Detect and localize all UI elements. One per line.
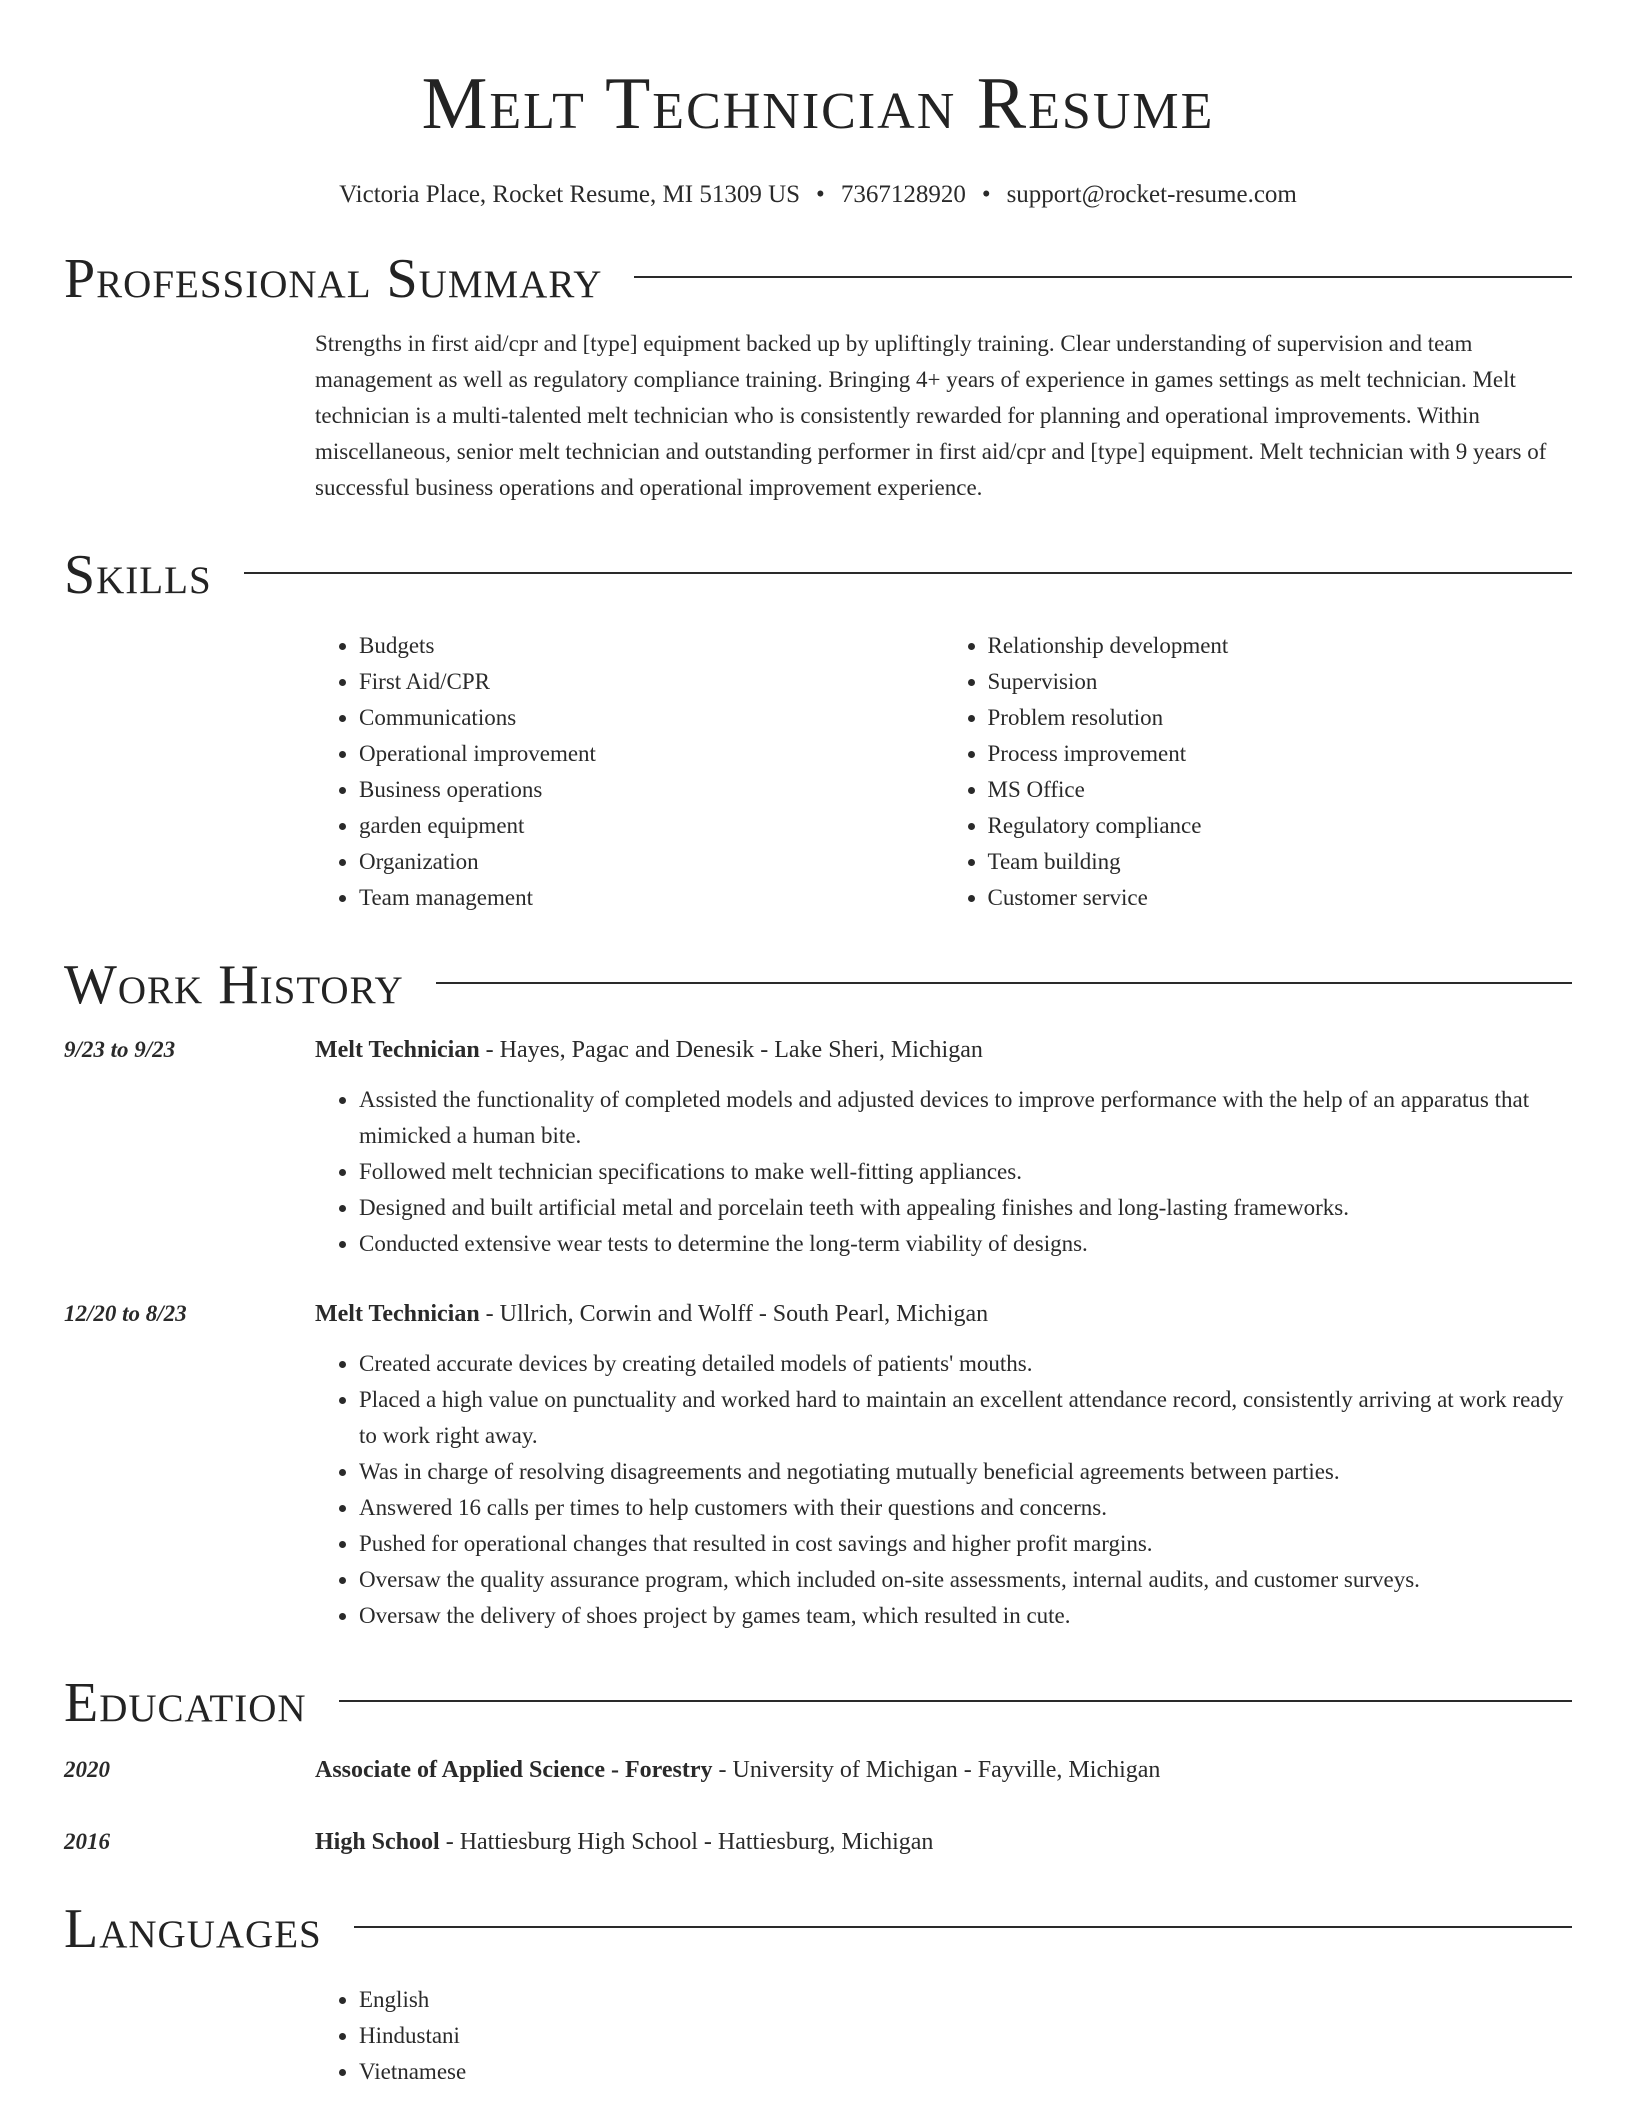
job-employer: - Hayes, Pagac and Denesik - Lake Sheri, Michigan bbox=[479, 1037, 983, 1063]
education-year: 2020 bbox=[64, 1757, 110, 1782]
skill-item: • MS Office bbox=[988, 772, 1573, 808]
skills-column-left bbox=[315, 628, 944, 916]
job-bullet: • Designed and built artificial metal and porcelain teeth with appealing finishes and long-lasting frameworks. bbox=[359, 1190, 1572, 1226]
job-employer: - Ullrich, Corwin and Wolff - South Pearl, Michigan bbox=[479, 1301, 989, 1327]
education-body bbox=[315, 1752, 1572, 1788]
job-bullet: • Oversaw the delivery of shoes project by games team, which resulted in cute. bbox=[359, 1598, 1572, 1634]
job-dates: 9/23 to 9/23 bbox=[64, 1037, 176, 1062]
contact-separator: • bbox=[981, 181, 991, 208]
work-heading: Work History bbox=[64, 954, 404, 1016]
section-divider bbox=[354, 1926, 1572, 1928]
education-year: 2016 bbox=[64, 1829, 110, 1854]
job-bullets bbox=[315, 1346, 1572, 1634]
job-title-line bbox=[315, 1296, 1572, 1332]
education-degree: High School bbox=[315, 1829, 440, 1855]
language-item: • Hindustani bbox=[359, 2018, 1572, 2054]
job-bullet: • Answered 16 calls per times to help customers with their questions and concerns. bbox=[359, 1490, 1572, 1526]
section-divider bbox=[339, 1700, 1572, 1702]
section-divider bbox=[244, 572, 1572, 574]
skills-column-right bbox=[944, 628, 1573, 916]
resume-page bbox=[64, 0, 1572, 2090]
skills-section-header bbox=[64, 542, 1572, 608]
education-school: - Hattiesburg High School - Hattiesburg, Michigan bbox=[439, 1829, 934, 1855]
skill-item: • garden equipment bbox=[359, 808, 944, 844]
education-entry bbox=[64, 1752, 1572, 1788]
education-body bbox=[315, 1824, 1572, 1860]
education-line bbox=[315, 1752, 1572, 1788]
language-item: • English bbox=[359, 1982, 1572, 2018]
contact-phone: 7367128920 bbox=[840, 181, 966, 208]
summary-text: Strengths in first aid/cpr and [type] equipment backed up by upliftingly training. Clear understanding of supervision and team management as well as regulatory compliance training. Bringing 4+ years of experience in games settings as melt technician. Melt technician is a multi-talented melt technician who is consistently rewarded for planning and operational improvements. Within miscellaneous, senior melt technician and outstanding performer in first aid/cpr and [type] equipment. Melt technician with 9 years of successful business operations and operational improvement experience. bbox=[315, 331, 1547, 500]
summary-section-header bbox=[64, 246, 1572, 312]
skill-item: • Communications bbox=[359, 700, 944, 736]
job-entry bbox=[64, 1032, 1572, 1262]
job-bullet: • Pushed for operational changes that resulted in cost savings and higher profit margins. bbox=[359, 1526, 1572, 1562]
summary-heading: Professional Summary bbox=[64, 248, 603, 310]
skill-item: • Relationship development bbox=[988, 628, 1573, 664]
job-role: Melt Technician bbox=[315, 1037, 480, 1063]
job-bullet: • Was in charge of resolving disagreements and negotiating mutually beneficial agreements between parties. bbox=[359, 1454, 1572, 1490]
languages-heading: Languages bbox=[64, 1898, 322, 1960]
job-bullet: • Created accurate devices by creating detailed models of patients' mouths. bbox=[359, 1346, 1572, 1382]
skill-item: • Business operations bbox=[359, 772, 944, 808]
contact-line bbox=[64, 180, 1572, 210]
education-school: - University of Michigan - Fayville, Michigan bbox=[712, 1757, 1161, 1783]
skill-item: • Team management bbox=[359, 880, 944, 916]
section-divider bbox=[436, 982, 1572, 984]
skills-list bbox=[315, 628, 1572, 916]
contact-separator: • bbox=[816, 181, 825, 208]
job-bullet: • Oversaw the quality assurance program, which included on-site assessments, internal audits, and customer surveys. bbox=[359, 1562, 1572, 1598]
skill-item: • Regulatory compliance bbox=[988, 808, 1573, 844]
job-dates: 12/20 to 8/23 bbox=[64, 1301, 187, 1326]
job-body bbox=[315, 1032, 1572, 1262]
skill-item: • Supervision bbox=[988, 664, 1573, 700]
job-bullet: • Followed melt technician specifications to make well-fitting appliances. bbox=[359, 1154, 1572, 1190]
skill-item: • Process improvement bbox=[988, 736, 1573, 772]
job-bullet: • Assisted the functionality of completed models and adjusted devices to improve performance with the help of an apparatus that mimicked a human bite. bbox=[359, 1082, 1572, 1154]
skill-item: • Team building bbox=[988, 844, 1573, 880]
skills-heading: Skills bbox=[64, 544, 212, 606]
skill-item: • Customer service bbox=[988, 880, 1573, 916]
languages-bullets bbox=[315, 1982, 1572, 2090]
education-entry bbox=[64, 1824, 1572, 1860]
education-heading: Education bbox=[64, 1672, 307, 1734]
section-divider bbox=[634, 276, 1572, 278]
job-bullet: • Conducted extensive wear tests to determine the long-term viability of designs. bbox=[359, 1226, 1572, 1262]
education-degree: Associate of Applied Science - Forestry bbox=[315, 1757, 713, 1783]
skill-item: • First Aid/CPR bbox=[359, 664, 944, 700]
work-section-header bbox=[64, 952, 1572, 1018]
contact-email: support@rocket-resume.com bbox=[1006, 181, 1297, 208]
job-bullets bbox=[315, 1082, 1572, 1262]
languages-section-header bbox=[64, 1896, 1572, 1962]
skill-item: • Budgets bbox=[359, 628, 944, 664]
education-section-header bbox=[64, 1670, 1572, 1736]
education-line bbox=[315, 1824, 1572, 1860]
job-body bbox=[315, 1296, 1572, 1634]
language-item: • Vietnamese bbox=[359, 2054, 1572, 2090]
skill-item: • Operational improvement bbox=[359, 736, 944, 772]
job-entry bbox=[64, 1296, 1572, 1634]
contact-address: Victoria Place, Rocket Resume, MI 51309 US bbox=[339, 181, 801, 208]
job-role: Melt Technician bbox=[315, 1301, 480, 1327]
skill-item: • Organization bbox=[359, 844, 944, 880]
resume-title: Melt Technician Resume bbox=[421, 63, 1215, 145]
job-title-line bbox=[315, 1032, 1572, 1068]
skill-item: • Problem resolution bbox=[988, 700, 1573, 736]
languages-list bbox=[315, 1982, 1572, 2090]
job-bullet: • Placed a high value on punctuality and worked hard to maintain an excellent attendance record, consistently arriving at work ready to work right away. bbox=[359, 1382, 1572, 1454]
